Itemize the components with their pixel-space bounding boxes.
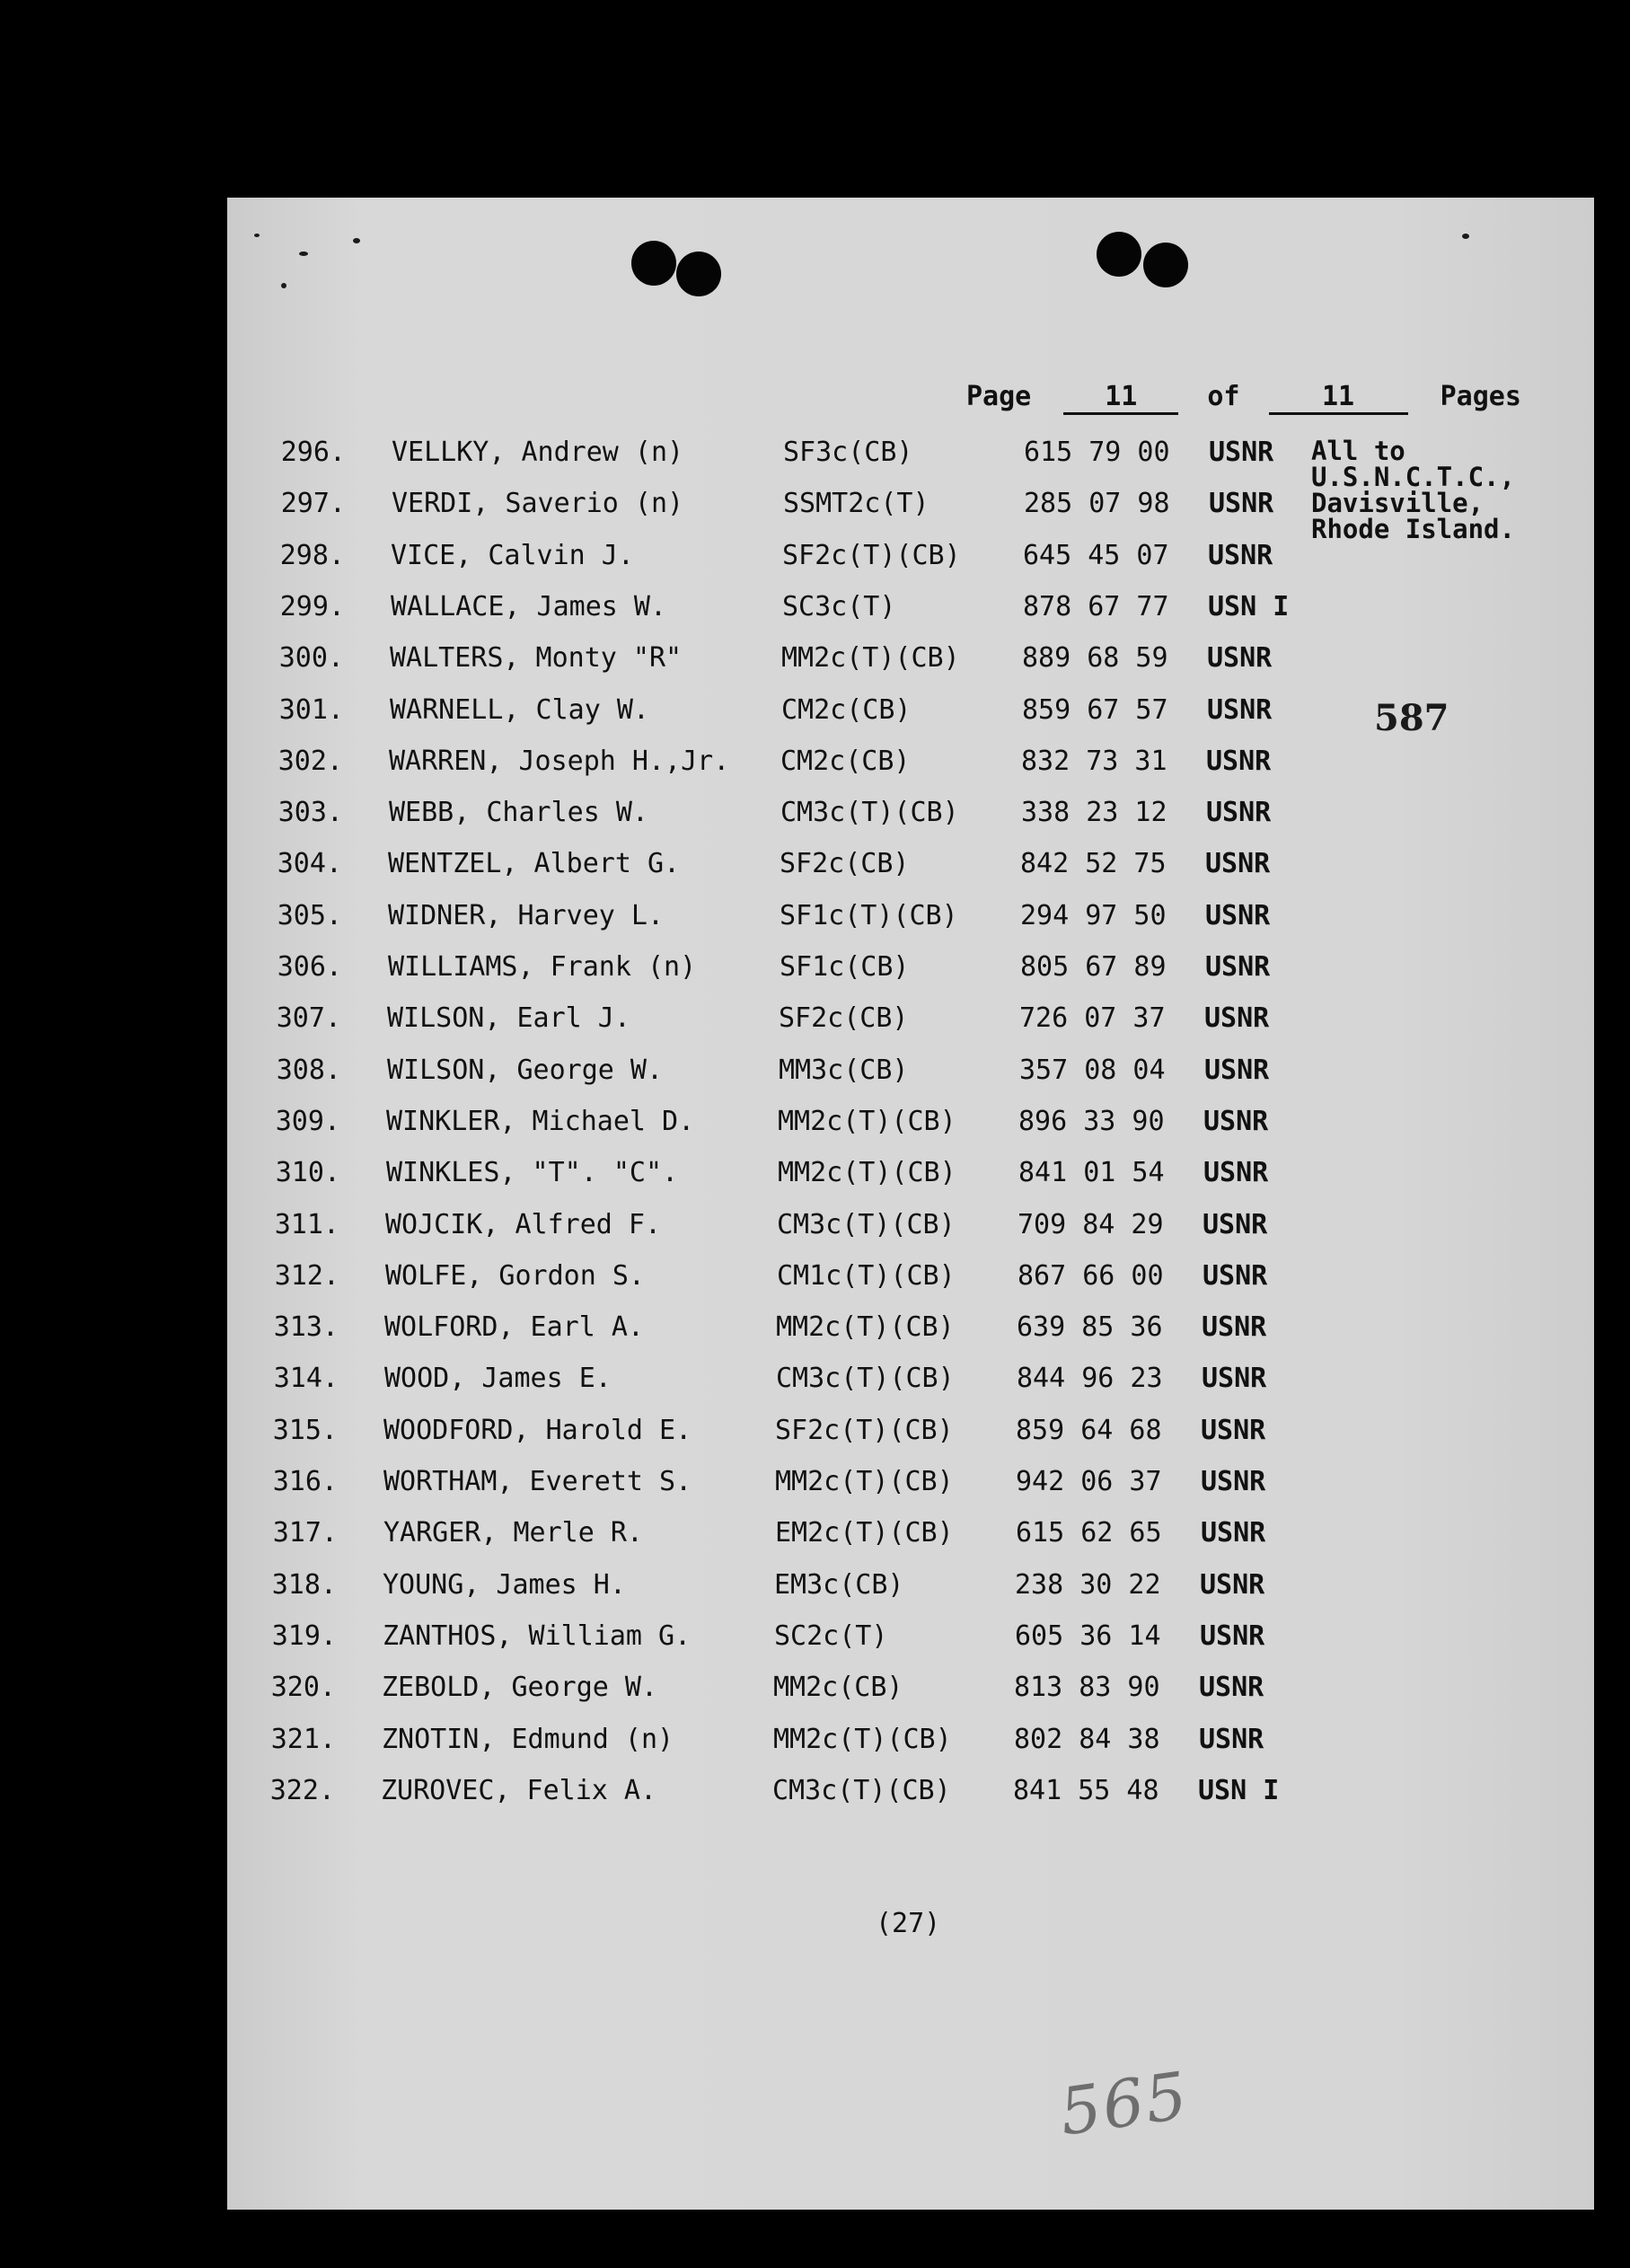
service-number: 805 67 89 <box>1020 951 1167 983</box>
branch: USNR <box>1202 1311 1267 1343</box>
row-number: 306. <box>277 951 342 983</box>
branch: USN I <box>1198 1775 1280 1806</box>
row-number: 316. <box>272 1466 338 1497</box>
rating: CM3c(T)(CB) <box>777 1209 956 1240</box>
rating: SF2c(T)(CB) <box>782 540 961 571</box>
service-number: 709 84 29 <box>1018 1209 1164 1240</box>
member-name: VELLKY, Andrew (n) <box>392 437 684 468</box>
member-name: WARREN, Joseph H.,Jr. <box>389 746 730 777</box>
row-number: 307. <box>276 1002 341 1034</box>
row-number: 305. <box>277 900 342 931</box>
service-number: 867 66 00 <box>1018 1260 1164 1292</box>
branch: USNR <box>1205 951 1271 983</box>
row-number: 314. <box>273 1363 339 1394</box>
service-number: 844 96 23 <box>1017 1363 1163 1394</box>
member-name: WOLFORD, Earl A. <box>384 1311 644 1343</box>
row-number: 303. <box>278 797 343 828</box>
row-number: 313. <box>273 1311 339 1343</box>
branch: USNR <box>1204 1002 1270 1034</box>
punch-hole <box>676 252 721 296</box>
row-number: 315. <box>272 1415 338 1446</box>
service-number: 726 07 37 <box>1019 1002 1166 1034</box>
smudge-mark <box>299 252 308 256</box>
transfer-note <box>1311 438 1515 543</box>
service-number: 639 85 36 <box>1017 1311 1163 1343</box>
member-name: WOJCIK, Alfred F. <box>385 1209 662 1240</box>
service-number: 285 07 98 <box>1024 488 1170 519</box>
note-line: U.S.N.C.T.C., <box>1311 462 1515 492</box>
of-label: of <box>1207 381 1240 412</box>
branch: USNR <box>1207 694 1273 726</box>
service-number: 615 62 65 <box>1016 1517 1162 1549</box>
member-name: VERDI, Saverio (n) <box>392 488 684 519</box>
service-number: 878 67 77 <box>1023 591 1169 622</box>
branch: USNR <box>1206 746 1272 777</box>
member-name: YARGER, Merle R. <box>383 1517 643 1549</box>
branch: USNR <box>1200 1569 1265 1601</box>
member-name: WINKLES, "T". "C". <box>386 1157 679 1188</box>
row-number: 322. <box>269 1775 335 1806</box>
rating: CM3c(T)(CB) <box>776 1363 955 1394</box>
rating: CM1c(T)(CB) <box>777 1260 956 1292</box>
row-number: 311. <box>274 1209 339 1240</box>
member-name: WOLFE, Gordon S. <box>385 1260 645 1292</box>
rating: SF1c(CB) <box>780 951 910 983</box>
service-number: 813 83 90 <box>1014 1672 1160 1703</box>
row-number: 308. <box>276 1055 341 1086</box>
member-name: ZUROVEC, Felix A. <box>381 1775 657 1806</box>
service-number: 942 06 37 <box>1016 1466 1162 1497</box>
branch: USNR <box>1199 1724 1264 1755</box>
branch: USNR <box>1200 1620 1265 1652</box>
member-name: WOOD, James E. <box>384 1363 612 1394</box>
rating: SF1c(T)(CB) <box>780 900 958 931</box>
branch: USNR <box>1209 488 1274 519</box>
rating: SF3c(CB) <box>783 437 913 468</box>
service-number: 896 33 90 <box>1018 1106 1165 1137</box>
service-number: 357 08 04 <box>1019 1055 1166 1086</box>
rating: SF2c(T)(CB) <box>775 1415 954 1446</box>
service-number: 842 52 75 <box>1020 848 1167 879</box>
row-number: 310. <box>275 1157 340 1188</box>
pages-label: Pages <box>1440 381 1521 412</box>
row-number: 318. <box>271 1569 337 1601</box>
branch: USNR <box>1204 1055 1270 1086</box>
rating: CM3c(T)(CB) <box>780 797 959 828</box>
branch: USNR <box>1208 540 1273 571</box>
branch: USNR <box>1203 1106 1269 1137</box>
member-name: WILSON, George W. <box>387 1055 664 1086</box>
member-name: WIDNER, Harvey L. <box>388 900 665 931</box>
rating: MM2c(T)(CB) <box>781 642 960 674</box>
row-number: 320. <box>270 1672 336 1703</box>
branch: USNR <box>1205 848 1271 879</box>
rating: SC2c(T) <box>774 1620 888 1652</box>
rating: EM3c(CB) <box>774 1569 904 1601</box>
handwritten-number: 565 <box>1054 2057 1194 2150</box>
service-number: 859 64 68 <box>1016 1415 1162 1446</box>
service-number: 841 55 48 <box>1013 1775 1159 1806</box>
branch: USNR <box>1203 1209 1268 1240</box>
smudge-mark <box>281 283 286 288</box>
rating: MM2c(T)(CB) <box>778 1106 956 1137</box>
row-number: 321. <box>270 1724 336 1755</box>
member-name: WILSON, Earl J. <box>387 1002 630 1034</box>
service-number: 889 68 59 <box>1022 642 1168 674</box>
smudge-mark <box>353 238 360 243</box>
service-number: 238 30 22 <box>1015 1569 1161 1601</box>
punch-hole <box>631 241 676 286</box>
punch-hole <box>1097 232 1141 277</box>
rating: EM2c(T)(CB) <box>775 1517 954 1549</box>
member-name: WINKLER, Michael D. <box>386 1106 695 1137</box>
member-name: ZEBOLD, George W. <box>382 1672 658 1703</box>
smudge-mark <box>254 234 260 237</box>
rating: MM2c(T)(CB) <box>778 1157 956 1188</box>
row-number: 312. <box>274 1260 339 1292</box>
service-number: 841 01 54 <box>1018 1157 1165 1188</box>
smudge-mark <box>1462 234 1469 239</box>
service-number: 605 36 14 <box>1015 1620 1161 1652</box>
member-name: ZNOTIN, Edmund (n) <box>382 1724 674 1755</box>
footer-page-number: (27) <box>876 1908 941 1939</box>
row-number: 300. <box>278 642 344 674</box>
rating: SF2c(CB) <box>780 848 910 879</box>
row-number: 296. <box>280 437 346 468</box>
member-name: YOUNG, James H. <box>383 1569 626 1601</box>
note-line: All to <box>1311 436 1405 466</box>
note-line: Rhode Island. <box>1311 514 1515 544</box>
row-number: 302. <box>278 746 343 777</box>
branch: USN I <box>1208 591 1290 622</box>
page-header <box>966 381 1521 415</box>
member-name: WILLIAMS, Frank (n) <box>388 951 697 983</box>
rating: MM2c(T)(CB) <box>773 1724 952 1755</box>
service-number: 645 45 07 <box>1023 540 1169 571</box>
branch: USNR <box>1203 1260 1268 1292</box>
branch: USNR <box>1205 900 1271 931</box>
branch: USNR <box>1201 1415 1266 1446</box>
service-number: 338 23 12 <box>1021 797 1167 828</box>
row-number: 299. <box>279 591 345 622</box>
service-number: 832 73 31 <box>1021 746 1167 777</box>
branch: USNR <box>1206 797 1272 828</box>
member-name: VICE, Calvin J. <box>391 540 634 571</box>
branch: USNR <box>1209 437 1274 468</box>
rating: MM2c(T)(CB) <box>775 1466 954 1497</box>
stamp-number: 587 <box>1374 697 1449 739</box>
page-label: Page <box>966 381 1032 412</box>
service-number: 294 97 50 <box>1020 900 1167 931</box>
punch-hole <box>1143 243 1188 287</box>
rating: MM2c(T)(CB) <box>776 1311 955 1343</box>
member-name: WEBB, Charles W. <box>389 797 648 828</box>
service-number: 615 79 00 <box>1024 437 1170 468</box>
note-line: Davisville, <box>1311 488 1485 518</box>
rating: CM3c(T)(CB) <box>772 1775 951 1806</box>
rating: CM2c(CB) <box>780 746 911 777</box>
branch: USNR <box>1203 1157 1269 1188</box>
branch: USNR <box>1207 642 1273 674</box>
member-name: ZANTHOS, William G. <box>383 1620 692 1652</box>
rating: SC3c(T) <box>782 591 896 622</box>
branch: USNR <box>1201 1517 1266 1549</box>
member-name: WALTERS, Monty "R" <box>390 642 683 674</box>
rating: SSMT2c(T) <box>783 488 930 519</box>
branch: USNR <box>1201 1466 1266 1497</box>
rating: MM2c(CB) <box>773 1672 903 1703</box>
row-number: 297. <box>280 488 346 519</box>
row-number: 301. <box>278 694 344 726</box>
branch: USNR <box>1202 1363 1267 1394</box>
row-number: 319. <box>271 1620 337 1652</box>
rating: CM2c(CB) <box>781 694 912 726</box>
service-number: 802 84 38 <box>1014 1724 1160 1755</box>
member-name: WENTZEL, Albert G. <box>388 848 681 879</box>
row-number: 304. <box>277 848 342 879</box>
page-number: 11 <box>1063 382 1178 415</box>
member-name: WALLACE, James W. <box>391 591 667 622</box>
member-name: WORTHAM, Everett S. <box>383 1466 692 1497</box>
member-name: WOODFORD, Harold E. <box>383 1415 692 1446</box>
total-pages: 11 <box>1269 382 1408 415</box>
rating: MM3c(CB) <box>779 1055 909 1086</box>
row-number: 317. <box>272 1517 338 1549</box>
member-name: WARNELL, Clay W. <box>390 694 649 726</box>
service-number: 859 67 57 <box>1022 694 1168 726</box>
branch: USNR <box>1199 1672 1264 1703</box>
row-number: 309. <box>275 1106 340 1137</box>
row-number: 298. <box>279 540 345 571</box>
rating: SF2c(CB) <box>779 1002 909 1034</box>
